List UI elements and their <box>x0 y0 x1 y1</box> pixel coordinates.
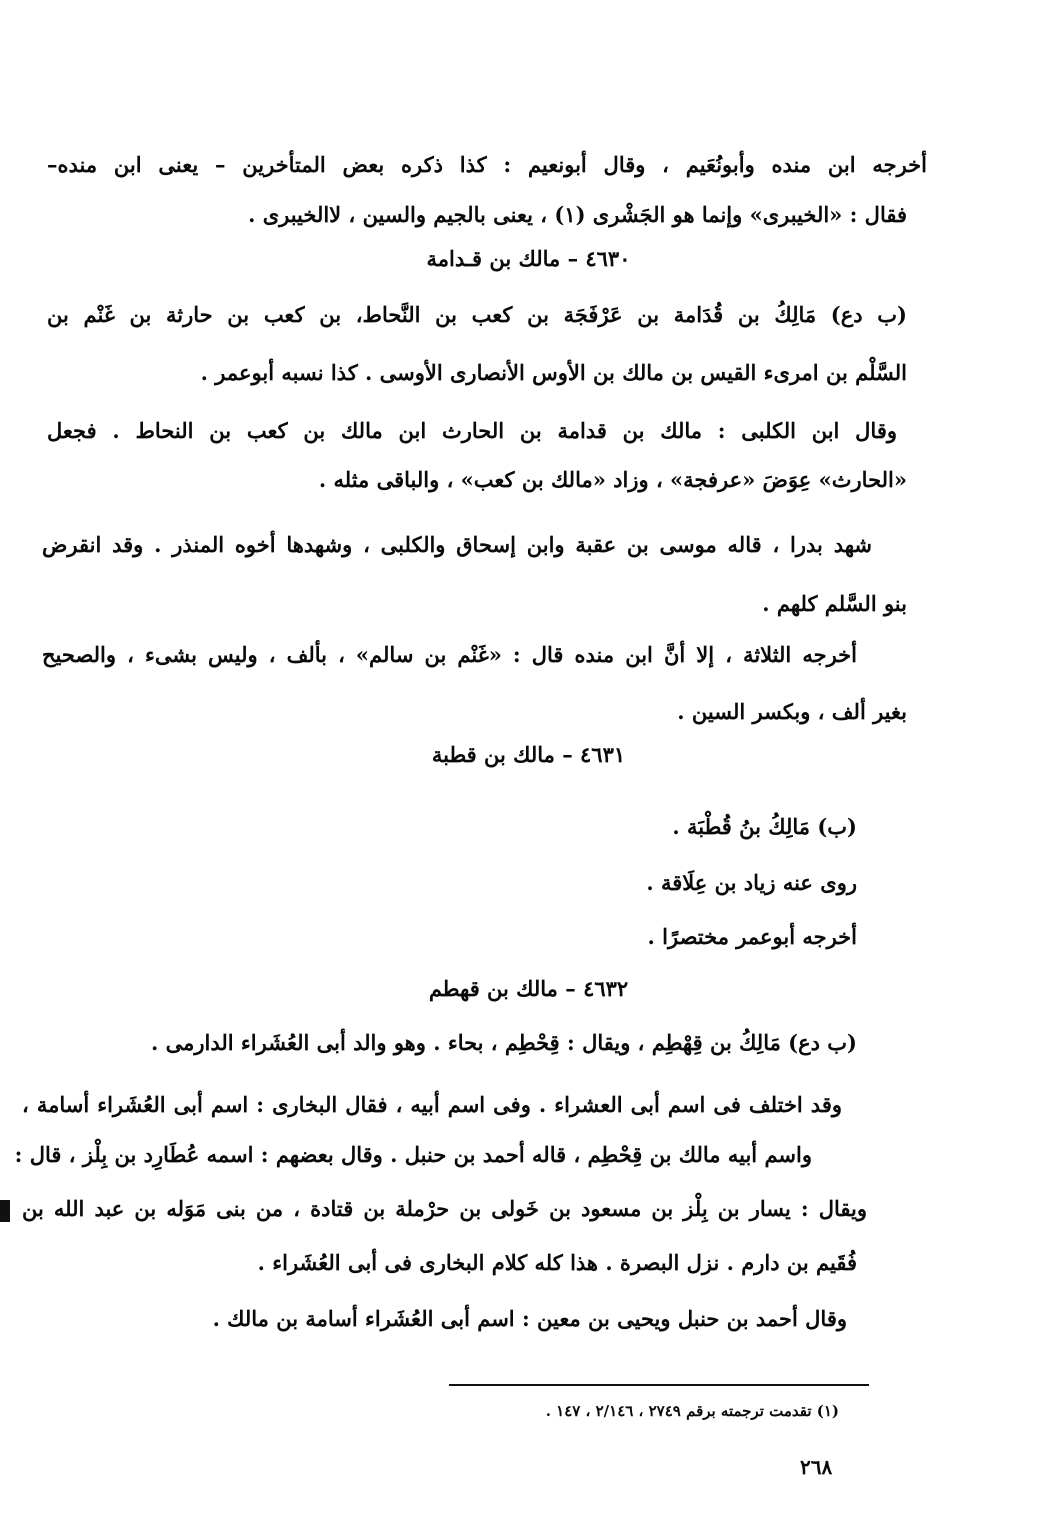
entry-heading: ٤٦٣٠ – مالك بن قـدامة <box>426 246 631 271</box>
entry-heading: ٤٦٣٢ – مالك بن قهطم <box>428 976 629 1001</box>
text-line: روى عنه زياد بن عِلَاقة . <box>646 870 857 895</box>
footnote: (١) تقدمت ترجمته برقم ٢٧٤٩ ، ٢/١٤٦ ، ١٤٧ . <box>545 1402 839 1420</box>
text-line: السَّلْم بن امرىء القيس بن مالك بن الأوس الأنصارى الأوسى . كذا نسبه أبوعمر . <box>200 360 907 385</box>
text-line: وقد اختلف فى اسم أبى العشراء . وفى اسم أبيه ، فقال البخارى : اسم أبى العُشَراء أسامة ، <box>22 1092 842 1117</box>
text-line: وقال ابن الكلبى : مالك بن قدامة بن الحارث ابن مالك بن كعب بن النحاط . فجعل <box>47 418 897 443</box>
text-line: أخرجه ابن منده وأبونُعَيم ، وقال أبونعيم : كذا ذكره بعض المتأخرين – يعنى ابن منده– <box>47 152 927 177</box>
page-number: ٢٦٨ <box>800 1455 833 1479</box>
entry-heading: ٤٦٣١ – مالك بن قطبة <box>431 742 626 767</box>
text-line: شهد بدرا ، قاله موسى بن عقبة وابن إسحاق والكلبى ، وشهدها أخوه المنذر . وقد انقرض <box>42 532 872 557</box>
text-line: (ب دع) مَالِكُ بن قِهْطِم ، ويقال : قِحْطِم ، بحاء . وهو والد أبى العُشَراء الدارمى . <box>151 1030 857 1055</box>
text-line: أخرجه أبوعمر مختصرًا . <box>647 924 857 949</box>
text-line: فُقَيم بن دارم . نزل البصرة . هذا كله كلام البخارى فى أبى العُشَراء . <box>257 1250 857 1275</box>
text-line: ويقال : يسار بن بِلْز بن مسعود بن خَولى بن حرْملة بن قتادة ، من بنى مَوَله بن عبد الله بن <box>22 1196 867 1221</box>
text-line: أخرجه الثلاثة ، إلا أنَّ ابن منده قال : «غَنْم بن سالم» ، بألف ، وليس بشىء ، والصحيح <box>42 642 857 667</box>
text-line: فقال : «الخيبرى» وإنما هو الجَشْرى (١) ، يعنى بالجيم والسين ، لاالخيبرى . <box>248 202 907 227</box>
text-line: واسم أبيه مالك بن قِحْطِم ، قاله أحمد بن حنبل . وقال بعضهم : اسمه عُطَارِد بن بِلْز ، قال : <box>14 1142 812 1167</box>
text-line: وقال أحمد بن حنبل ويحيى بن معين : اسم أبى العُشَراء أسامة بن مالك . <box>212 1306 847 1331</box>
scan-artifact <box>0 1200 10 1222</box>
text-line: بنو السَّلم كلهم . <box>762 591 907 616</box>
text-line: (ب دع) مَالِكُ بن قُدَامة بن عَرْفَجَة بن كعب بن النَّحاط، بن كعب بن حارثة بن غَنْم بن <box>47 302 907 327</box>
text-line: «الحارث» عِوَضَ «عرفجة» ، وزاد «مالك بن كعب» ، والباقى مثله . <box>318 467 907 492</box>
text-line: (ب) مَالِكُ بنُ قُطْبَة . <box>672 814 857 839</box>
footnote-divider <box>449 1384 869 1386</box>
text-line: بغير ألف ، وبكسر السين . <box>677 699 907 724</box>
